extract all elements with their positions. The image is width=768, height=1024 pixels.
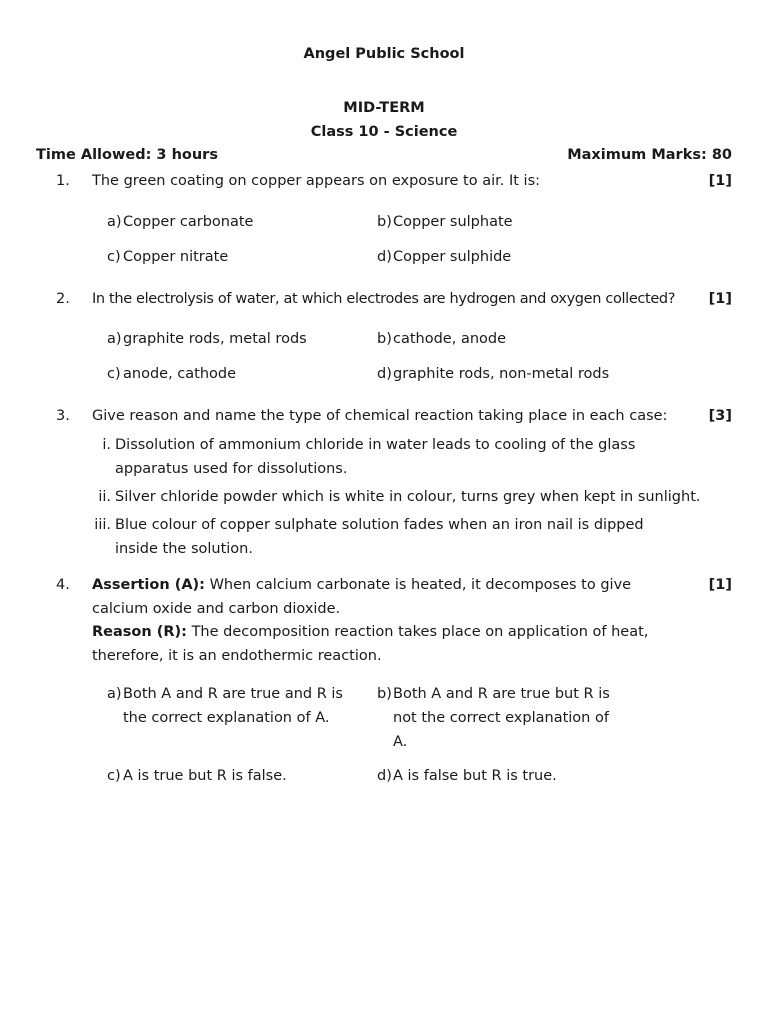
option-text: graphite rods, non-metal rods bbox=[393, 366, 610, 382]
class-subject: Class 10 - Science bbox=[310, 124, 458, 140]
question-marks: [1] bbox=[708, 173, 732, 189]
option-b bbox=[377, 210, 513, 234]
exam-title: MID-TERM bbox=[343, 100, 425, 116]
question-marks: [1] bbox=[708, 291, 732, 307]
option-label: a) bbox=[107, 214, 122, 230]
question-text: The green coating on copper appears on exposure to air. It is: bbox=[92, 173, 541, 189]
option-c bbox=[107, 245, 228, 269]
option-label: c) bbox=[107, 249, 121, 265]
option-c bbox=[107, 362, 236, 386]
assertion-label: Assertion (A): bbox=[92, 577, 205, 593]
maximum-marks: Maximum Marks: 80 bbox=[567, 147, 732, 163]
subpart-ii bbox=[92, 485, 704, 509]
option-text: Copper carbonate bbox=[123, 214, 254, 230]
question-marks: [1] bbox=[708, 577, 732, 593]
subpart-i bbox=[92, 433, 704, 481]
option-label: c) bbox=[107, 366, 121, 382]
option-text: Both A and R are true but R is not the correct explanation of A. bbox=[393, 686, 610, 750]
option-text: graphite rods, metal rods bbox=[123, 331, 307, 347]
reason-label: Reason (R): bbox=[92, 624, 187, 640]
question-text: Give reason and name the type of chemical reaction taking place in each case: bbox=[92, 408, 668, 424]
option-text: Both A and R are true and R is the correct explanation of A. bbox=[123, 686, 343, 726]
time-allowed: Time Allowed: 3 hours bbox=[36, 147, 218, 163]
option-a bbox=[107, 327, 307, 351]
option-b bbox=[377, 327, 506, 351]
option-a bbox=[107, 210, 253, 234]
option-text: cathode, anode bbox=[393, 331, 507, 347]
option-text: A is true but R is false. bbox=[123, 768, 287, 784]
subpart-text: Silver chloride powder which is white in colour, turns grey when kept in sunlight. bbox=[115, 489, 701, 505]
subpart-label: ii. bbox=[98, 489, 111, 505]
option-text: A is false but R is true. bbox=[393, 768, 557, 784]
option-label: a) bbox=[107, 686, 122, 702]
option-d bbox=[377, 245, 511, 269]
option-text: Copper nitrate bbox=[123, 249, 229, 265]
option-label: d) bbox=[377, 768, 392, 784]
question-number: 2. bbox=[56, 291, 70, 307]
subpart-text: Dissolution of ammonium chloride in water leads to cooling of the glass apparatus used for dissolutions. bbox=[115, 437, 636, 477]
question-marks: [3] bbox=[708, 408, 732, 424]
question-number: 4. bbox=[56, 577, 70, 593]
option-a bbox=[107, 682, 357, 730]
subpart-iii bbox=[92, 513, 704, 561]
reason-block bbox=[92, 621, 672, 668]
option-label: d) bbox=[377, 249, 392, 265]
option-d bbox=[377, 764, 557, 788]
question-text: In the electrolysis of water, at which electrodes are hydrogen and oxygen collected? bbox=[92, 291, 676, 307]
option-label: d) bbox=[377, 366, 392, 382]
assertion-block bbox=[92, 574, 684, 621]
subpart-text: Blue colour of copper sulphate solution fades when an iron nail is dipped inside the solution. bbox=[115, 517, 644, 557]
option-text: Copper sulphate bbox=[393, 214, 513, 230]
subpart-label: i. bbox=[102, 437, 111, 453]
question-number: 3. bbox=[56, 408, 70, 424]
option-label: a) bbox=[107, 331, 122, 347]
option-c bbox=[107, 764, 287, 788]
option-text: Copper sulphide bbox=[393, 249, 512, 265]
option-label: c) bbox=[107, 768, 121, 784]
question-number: 1. bbox=[56, 173, 70, 189]
option-text: anode, cathode bbox=[123, 366, 237, 382]
reason-text: The decomposition reaction takes place on application of heat, therefore, it is an endothermic reaction. bbox=[92, 624, 649, 664]
school-name: Angel Public School bbox=[303, 46, 465, 62]
option-b bbox=[377, 682, 617, 754]
subpart-label: iii. bbox=[94, 517, 111, 533]
assertion-text: When calcium carbonate is heated, it decomposes to give calcium oxide and carbon dioxide. bbox=[92, 577, 632, 617]
option-d bbox=[377, 362, 609, 386]
option-label: b) bbox=[377, 214, 392, 230]
option-label: b) bbox=[377, 686, 392, 702]
option-label: b) bbox=[377, 331, 392, 347]
